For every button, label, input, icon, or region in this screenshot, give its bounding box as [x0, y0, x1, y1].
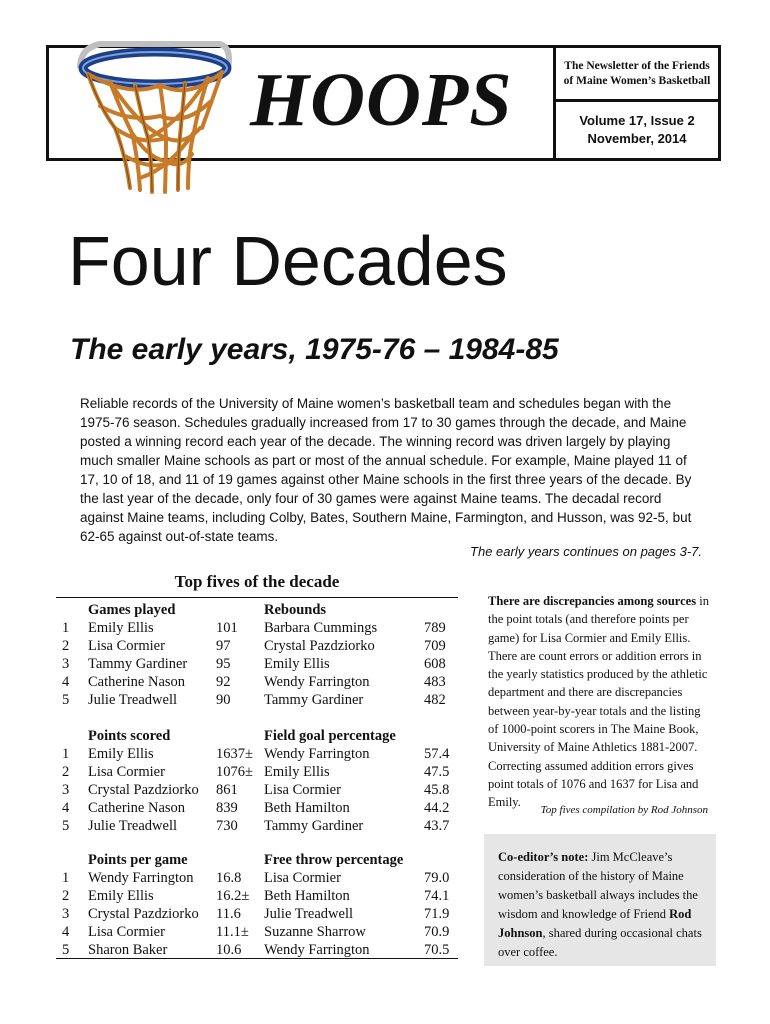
headline: Four Decades: [68, 222, 508, 300]
points-scored-list: [62, 727, 266, 835]
newsletter-title: HOOPS: [250, 58, 513, 142]
field-goal-percentage-list: [264, 727, 460, 835]
list-item: 2 Lisa Cormier 1076±: [62, 764, 253, 780]
coeditor-text-end: , shared during occasional chats over coffee.: [498, 926, 702, 959]
games-played-list: [62, 601, 266, 709]
list-item: 2 Emily Ellis 16.2±: [62, 888, 250, 904]
list-header: Points scored: [88, 728, 171, 744]
list-item: 3 Tammy Gardiner 95: [62, 656, 231, 672]
list-item: 5 Julie Treadwell 90: [62, 692, 231, 708]
subheadline: The early years, 1975-76 – 1984-85: [70, 333, 559, 366]
list-item: Wendy Farrington 70.5: [264, 942, 450, 958]
list-item: Wendy Farrington 57.4: [264, 746, 450, 762]
free-throw-percentage-list: [264, 851, 460, 959]
intro-paragraph: Reliable records of the University of Maine women’s basketball team and schedules began with the 1975-76 season. Schedules gradually increased from 17 to 30 games through the decade, and Maine posted a winning record each year of the decade. The winning record was driven largely by playing much smaller Maine schools as part or most of the annual schedule. For example, Maine played 11 of 17, 10 of 18, and 11 of 19 games against other Maine schools in the first three years of the decade. By the last year of the decade, only four of 30 games were against Maine teams. The decadal record against Maine teams, including Colby, Bates, Southern Maine, Farmington, and Husson, was 92-5, but 62-65 against out-of-state teams.: [80, 396, 692, 544]
list-item: 3 Crystal Pazdziorko 11.6: [62, 906, 241, 922]
top-fives-title: Top fives of the decade: [174, 572, 340, 591]
list-item: 4 Catherine Nason 839: [62, 800, 238, 816]
list-item: Julie Treadwell 71.9: [264, 906, 450, 922]
list-header: Field goal percentage: [264, 728, 396, 744]
compilation-credit: Top fives compilation by Rod Johnson: [540, 804, 708, 816]
list-item: Suzanne Sharrow 70.9: [264, 924, 450, 940]
list-item: 1 Emily Ellis 1637±: [62, 746, 253, 762]
rebounds-list: [264, 601, 460, 709]
list-item: 4 Lisa Cormier 11.1±: [62, 924, 249, 940]
coeditor-text: Jim McCleave’s consideration of the history of Maine women’s basketball always includes the wisdom and knowledge of Friend: [498, 850, 698, 921]
list-item: 1 Wendy Farrington 16.8: [62, 870, 242, 886]
coeditor-note-box: [484, 834, 716, 966]
list-item: Lisa Cormier 79.0: [264, 870, 450, 886]
list-item: Tammy Gardiner 43.7: [264, 818, 450, 834]
list-item: Tammy Gardiner 482: [264, 692, 446, 708]
divider: [56, 597, 458, 598]
note-body: in the point totals (and therefore points per game) for Lisa Cormier and Emily Ellis. There are count errors or addition errors in the yearly statistics produced by the athletic department and there are discrepancies between year-by-year totals and the listing of 1000-point scorers in The Maine Book, University of Maine Athletics 1881-2007. Correcting assumed addition errors gives point totals of 1076 and 1637 for Lisa and Emily.: [488, 594, 709, 810]
list-item: 2 Lisa Cormier 97: [62, 638, 231, 654]
issue-info-box: [553, 45, 721, 161]
coeditor-label: Co-editor’s note:: [498, 850, 589, 864]
list-item: 5 Sharon Baker 10.6: [62, 942, 242, 958]
list-item: Emily Ellis 47.5: [264, 764, 450, 780]
discrepancy-note: [488, 592, 714, 812]
continuation-note: The early years continues on pages 3-7.: [470, 544, 702, 559]
list-item: Beth Hamilton 44.2: [264, 800, 450, 816]
list-item: Wendy Farrington 483: [264, 674, 446, 690]
list-header: Points per game: [88, 852, 188, 868]
list-item: Crystal Pazdziorko 709: [264, 638, 446, 654]
newsletter-tagline: The Newsletter of the Friends of Maine Women’s Basketball: [556, 48, 718, 102]
list-item: Emily Ellis 608: [264, 656, 446, 672]
list-item: Lisa Cormier 45.8: [264, 782, 450, 798]
basketball-hoop-icon: [70, 28, 240, 198]
list-item: 3 Crystal Pazdziorko 861: [62, 782, 238, 798]
list-item: Barbara Cummings 789: [264, 620, 446, 636]
list-item: Beth Hamilton 74.1: [264, 888, 450, 904]
issue-volume: Volume 17, Issue 2: [579, 113, 695, 128]
note-lead: There are discrepancies among sources: [488, 594, 697, 608]
list-header: Games played: [88, 602, 176, 618]
points-per-game-list: [62, 851, 266, 959]
divider: [56, 958, 458, 959]
issue-date: November, 2014: [587, 131, 687, 146]
list-header: Rebounds: [264, 602, 327, 618]
issue-details: [556, 102, 718, 158]
list-header: Free throw percentage: [264, 852, 404, 868]
list-item: 4 Catherine Nason 92: [62, 674, 231, 690]
coeditor-name: Rod Johnson: [498, 907, 692, 940]
list-item: 5 Julie Treadwell 730: [62, 818, 238, 834]
list-item: 1 Emily Ellis 101: [62, 620, 238, 636]
